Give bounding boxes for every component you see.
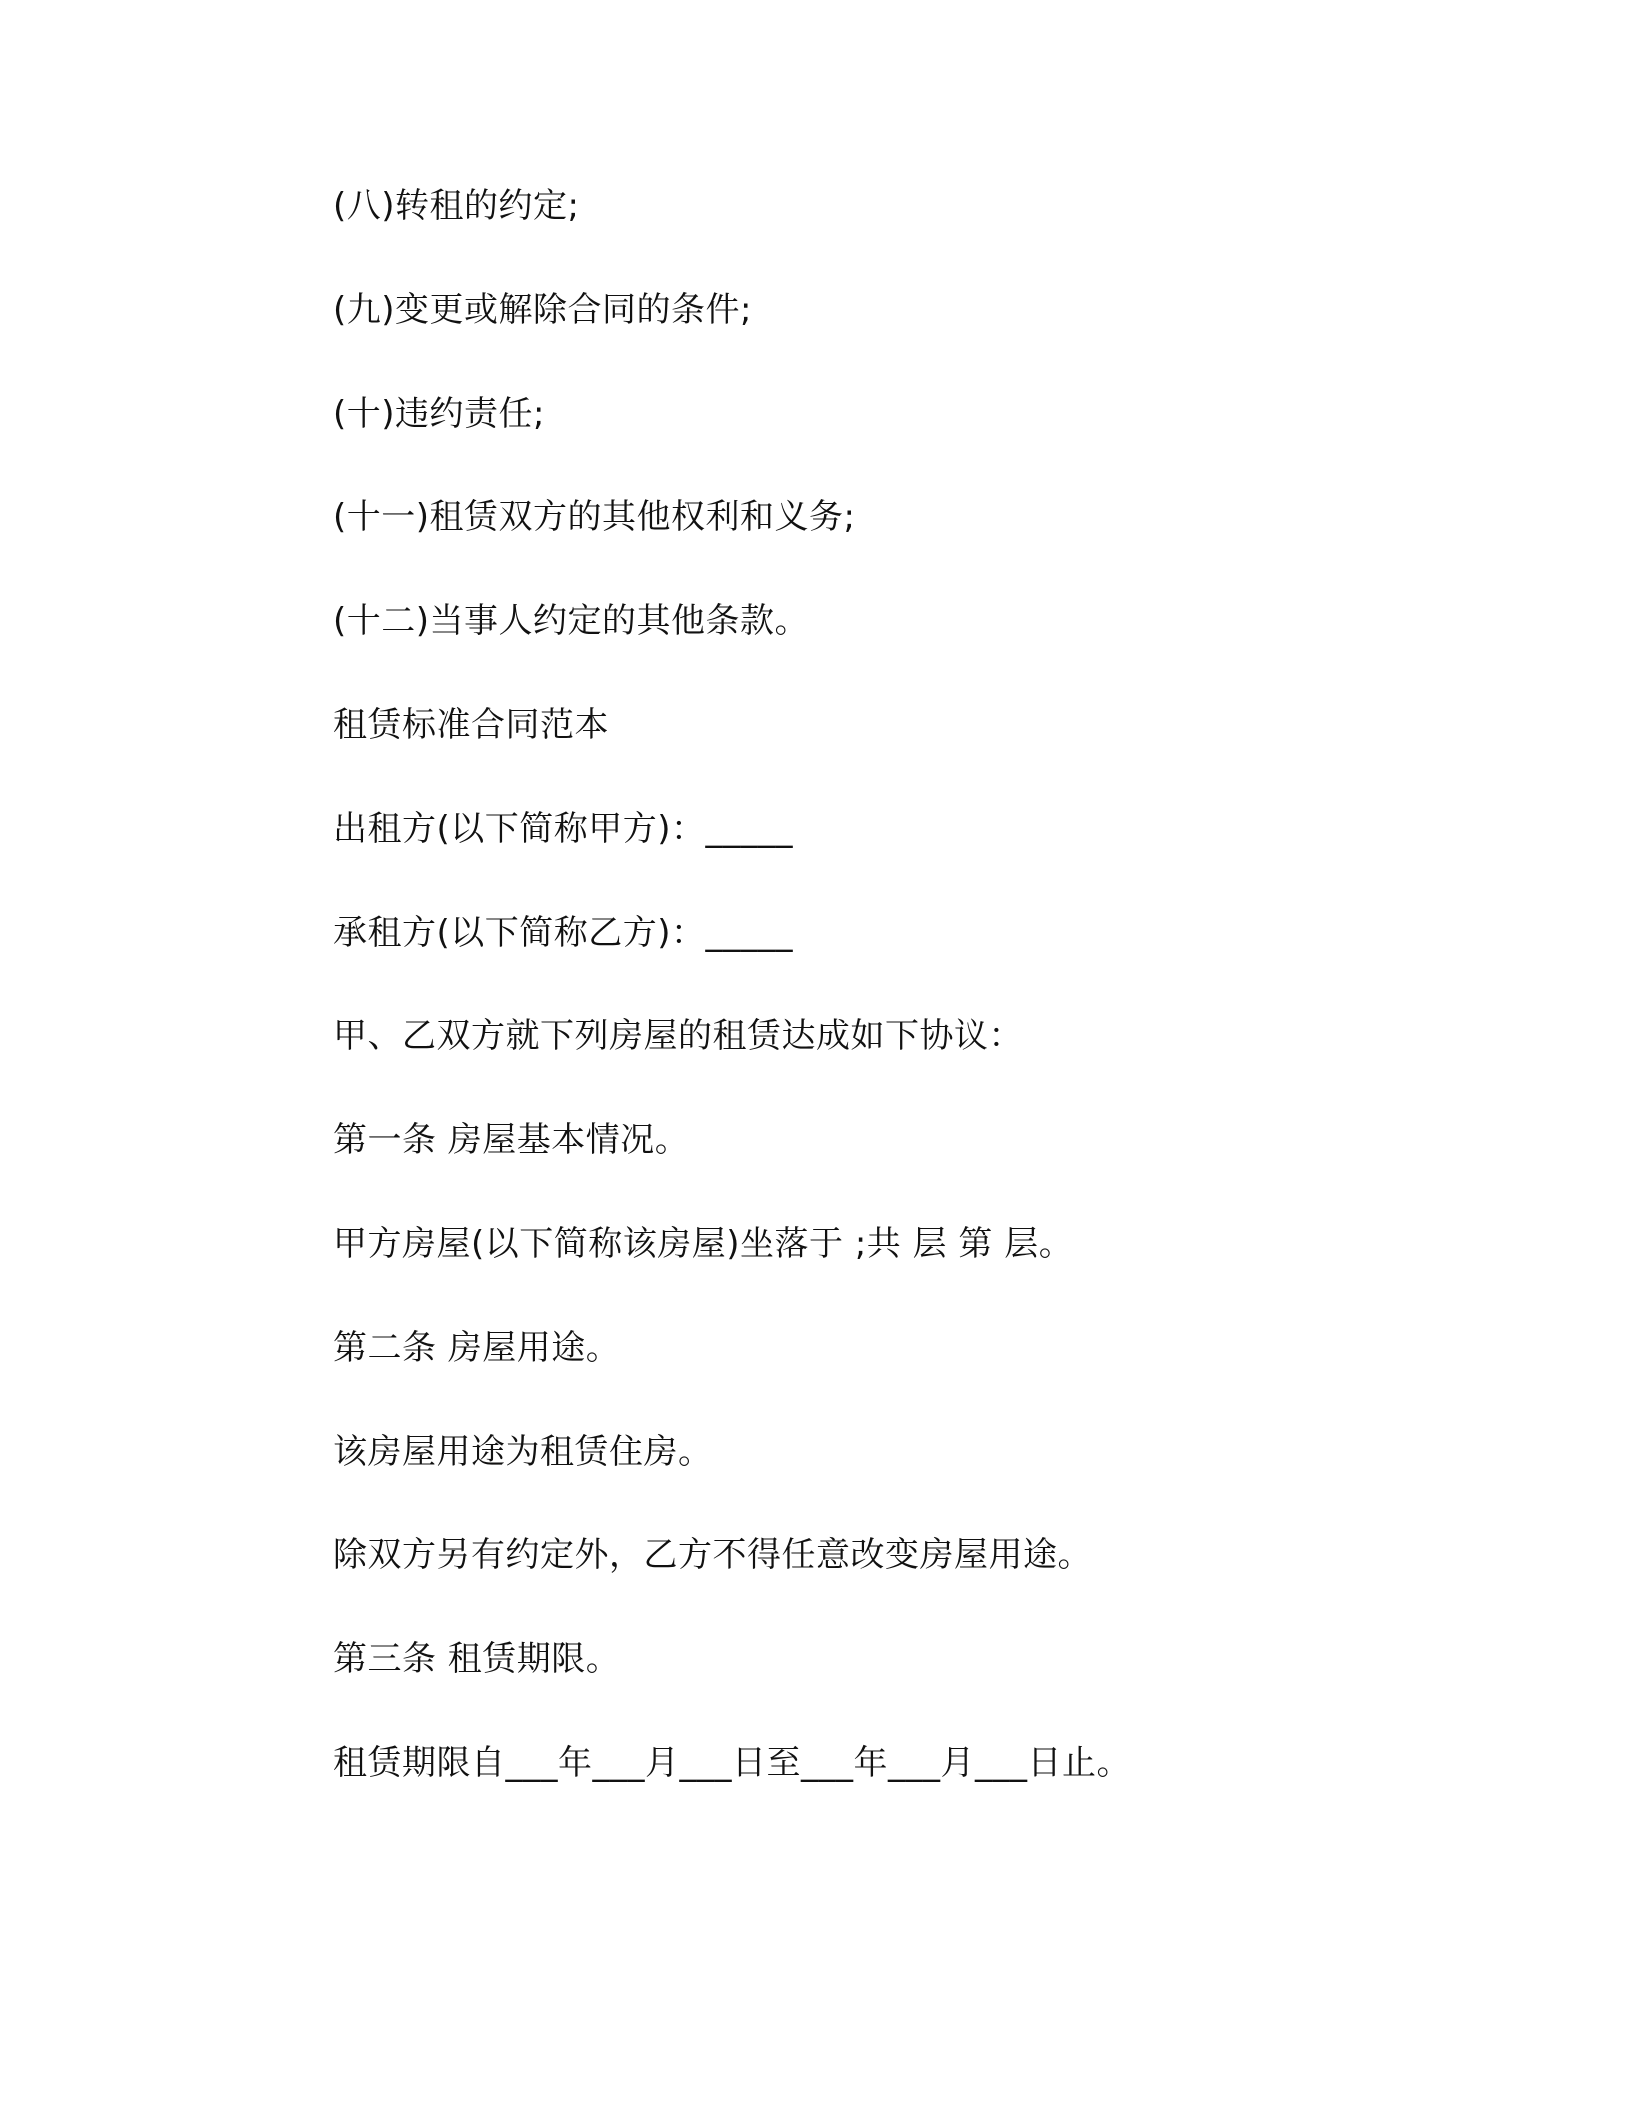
document-body [333,186,1533,1847]
clause-liability: (十)违约责任; [333,393,545,434]
clause-change-termination: (九)变更或解除合同的条件; [333,289,752,330]
contract-title: 租赁标准合同范本 [333,704,609,745]
clause-rights-obligations: (十一)租赁双方的其他权利和义务; [333,497,856,538]
lessor-line: 出租方(以下简称甲方)：_____ [333,808,794,849]
article-2-text-2: 除双方另有约定外，乙方不得任意改变房屋用途。 [333,1535,1092,1576]
article-2-heading: 第二条 房屋用途。 [333,1327,621,1368]
lessee-line: 承租方(以下简称乙方)：_____ [333,912,794,953]
clause-sublet: (八)转租的约定; [333,186,580,226]
article-3-heading: 第三条 租赁期限。 [333,1639,621,1680]
article-1-heading: 第一条 房屋基本情况。 [333,1120,690,1161]
article-2-text-1: 该房屋用途为租赁住房。 [333,1431,713,1472]
article-3-text: 租赁期限自___年___月___日至___年___月___日止。 [333,1742,1131,1783]
agreement-intro: 甲、乙双方就下列房屋的租赁达成如下协议： [333,1016,1023,1057]
clause-other-terms: (十二)当事人约定的其他条款。 [333,601,810,642]
article-1-text: 甲方房屋(以下简称该房屋)坐落于 ;共 层 第 层。 [333,1223,1074,1264]
